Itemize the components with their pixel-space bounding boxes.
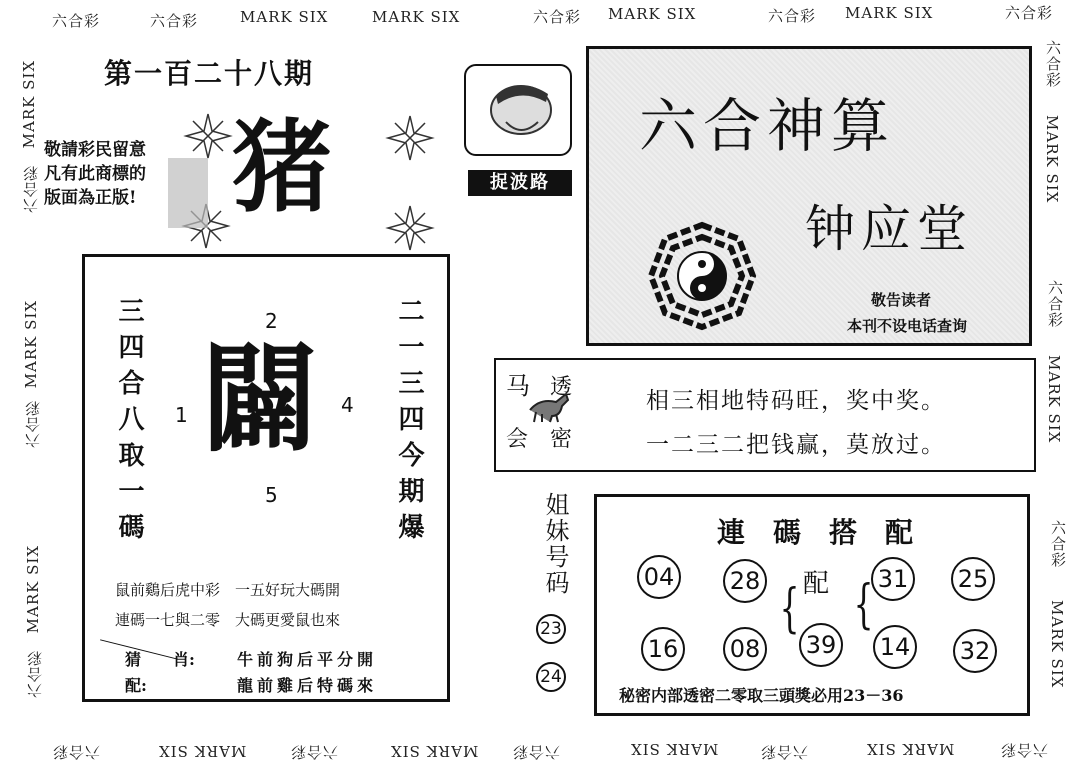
guess-label: 猜 肖: xyxy=(125,650,195,669)
digit-bottom: 5 xyxy=(265,483,278,507)
watermark-text: MARK SIX xyxy=(158,742,247,760)
watermark-text: MARK SIX xyxy=(1043,115,1061,204)
combo-number: 04 xyxy=(637,555,681,599)
sister-numbers-label: 姐妹号码 xyxy=(541,492,569,596)
watermark-text: 六合彩 xyxy=(24,400,42,448)
sister-number: 23 xyxy=(536,614,566,644)
combo-number: 08 xyxy=(723,627,767,671)
watermark-text: MARK SIX xyxy=(240,8,329,26)
combo-number: 39 xyxy=(799,623,843,667)
brand-title: 六合神算 xyxy=(639,92,896,160)
combo-footer: 秘密内部透密二零取三頭獎必用23－36 xyxy=(619,686,904,705)
combo-number: 32 xyxy=(953,629,997,673)
watermark-text: MARK SIX xyxy=(20,60,38,149)
watermark-text: MARK SIX xyxy=(1045,355,1063,444)
digit-top: 2 xyxy=(265,309,278,333)
watermark-text: 六合彩 xyxy=(22,165,40,213)
combo-number: 16 xyxy=(641,627,685,671)
watermark-text: 六合彩 xyxy=(1044,40,1062,88)
zodiac-character: 猪 xyxy=(232,109,332,226)
left-column-text: 三四合八取一碼 xyxy=(114,297,144,549)
poem-line-2: 一二三二把钱赢，莫放过。 xyxy=(646,432,946,458)
horse-icon xyxy=(526,390,572,424)
combo-panel xyxy=(594,494,1030,716)
left-brace-icon: { xyxy=(779,579,800,639)
watermark-text: MARK SIX xyxy=(372,8,461,26)
hint-line-1: 鼠前鷄后虎中彩 一五好玩大碼開 xyxy=(115,581,341,599)
watermark-text: 六合彩 xyxy=(1005,4,1054,22)
poem-line-1: 相三相地特码旺，奖中奖。 xyxy=(646,388,946,414)
brand-panel xyxy=(586,46,1032,346)
pair-label: 配: xyxy=(125,676,147,695)
watermark-text: MARK SIX xyxy=(630,740,719,758)
prediction-panel xyxy=(82,254,450,702)
brand-logo xyxy=(464,64,572,156)
watermark-text: 六合彩 xyxy=(1049,520,1067,568)
poem-char: 密 xyxy=(550,427,573,452)
logo-caption: 捉波路 xyxy=(468,170,572,196)
watermark-text: MARK SIX xyxy=(845,4,934,22)
hint-line-2: 連碼一七與二零 大碼更愛鼠也來 xyxy=(115,611,341,629)
watermark-text: MARK SIX xyxy=(608,5,697,23)
big-character: 闢 xyxy=(201,329,320,468)
watermark-text: 六合彩 xyxy=(52,12,101,30)
combo-number: 31 xyxy=(871,557,915,601)
watermark-text: 六合彩 xyxy=(533,8,582,26)
sage-portrait-icon xyxy=(466,66,570,154)
watermark-text: MARK SIX xyxy=(390,742,479,760)
issue-title: 第一百二十八期 xyxy=(104,57,315,90)
bagua-icon xyxy=(647,221,757,331)
watermark-text: 六合彩 xyxy=(760,743,809,761)
notice-line: 敬請彩民留意 xyxy=(44,140,146,160)
poem-char: 马 xyxy=(506,372,530,400)
digit-right: 4 xyxy=(341,393,354,417)
brand-subtitle: 钟应堂 xyxy=(805,200,973,258)
pair-text: 龍前雞后特碼來 xyxy=(237,676,378,695)
combo-number: 28 xyxy=(723,559,767,603)
poem-panel xyxy=(494,358,1036,472)
notice-line: 版面為正版! xyxy=(44,188,137,208)
watermark-text: 六合彩 xyxy=(52,743,101,761)
watermark-text: MARK SIX xyxy=(866,740,955,758)
watermark-text: 六合彩 xyxy=(290,743,339,761)
right-brace-icon: { xyxy=(853,575,874,635)
poem-char: 透 xyxy=(550,375,573,400)
guess-text: 牛前狗后平分開 xyxy=(237,650,378,669)
watermark-text: MARK SIX xyxy=(24,545,42,634)
reader-notice-text: 本刊不设电话查询 xyxy=(847,317,968,335)
poem-char: 会 xyxy=(506,427,529,452)
digit-left: 1 xyxy=(175,403,188,427)
watermark-text: 六合彩 xyxy=(26,650,44,698)
sister-number: 24 xyxy=(536,662,566,692)
watermark-text: 六合彩 xyxy=(150,12,199,30)
watermark-text: 六合彩 xyxy=(1000,741,1049,759)
reader-notice-title: 敬告读者 xyxy=(871,291,932,309)
watermark-text: 六合彩 xyxy=(1046,280,1064,328)
watermark-text: 六合彩 xyxy=(768,7,817,25)
notice-line: 凡有此商標的 xyxy=(44,164,146,184)
combo-number: 14 xyxy=(873,625,917,669)
watermark-text: MARK SIX xyxy=(22,300,40,389)
right-column-text: 二一三四今期爆 xyxy=(394,297,424,549)
pairing-label: 配 xyxy=(803,569,830,599)
watermark-text: 六合彩 xyxy=(512,743,561,761)
combo-number: 25 xyxy=(951,557,995,601)
combo-title: 連 碼 搭 配 xyxy=(717,516,914,549)
authenticity-notice xyxy=(44,138,146,210)
watermark-text: MARK SIX xyxy=(1048,600,1066,689)
